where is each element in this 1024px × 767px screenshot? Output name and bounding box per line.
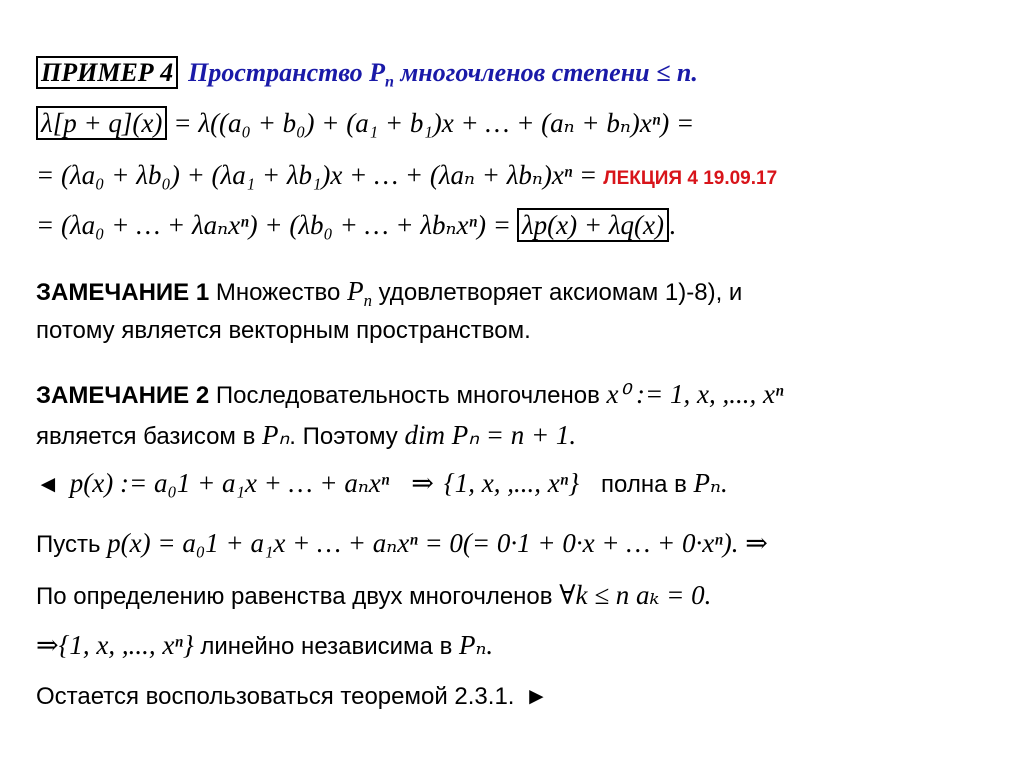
remark-2-sequence: x⁰ := 1, x, ,..., xⁿ — [606, 379, 784, 409]
remark-2-line-2 — [36, 422, 576, 449]
proof-end-marker: ► — [524, 683, 549, 710]
remark-2-line-2-var: Pₙ — [262, 420, 290, 450]
lecture-note: ЛЕКЦИЯ 4 19.09.17 — [603, 168, 778, 189]
proof-line-5 — [36, 685, 548, 709]
equation-line-2-text: = (λa₀ + λb₀) + (λa₁ + λb₁)x + … + (λaₙ + λbₙ)xⁿ = — [36, 160, 598, 190]
implies-symbol: ⇒ — [411, 468, 434, 498]
example-title: ПРИМЕР 4 — [36, 56, 178, 89]
remark-1-text-a: Множество — [209, 279, 348, 306]
remark-1-line-2-text: потому является векторным пространством. — [36, 317, 531, 344]
remark-1-label: ЗАМЕЧАНИЕ 1 — [36, 279, 210, 306]
equation-line-1-lhs: λ[p + q](x) — [36, 106, 167, 140]
proof-complete-var: Pₙ. — [693, 468, 728, 498]
equation-line-1-rhs: = λ((a₀ + b₀) + (a₁ + b₁)x + … + (aₙ + bₙ)xⁿ) = — [173, 108, 695, 138]
remark-2-text-a: Последовательность многочленов — [209, 382, 607, 409]
proof-let-equation: p(x) = a₀1 + a₁x + … + aₙxⁿ = 0(= 0·1 + 0·x + … + 0·xⁿ). ⇒ — [107, 528, 768, 558]
proof-let-text: Пусть — [36, 531, 108, 558]
proof-line-3 — [36, 582, 711, 609]
proof-definition-equation: ∀k ≤ n aₖ = 0. — [559, 580, 712, 610]
example-subtitle: Пространство $P_n$ многочленов степени ≤ n. — [188, 58, 698, 91]
proof-complete-text: полна в — [601, 471, 694, 498]
example-heading — [36, 58, 698, 91]
equation-line-3-box: λp(x) + λq(x) — [517, 208, 669, 242]
proof-p-definition: p(x) := a₀1 + a₁x + … + aₙxⁿ — [69, 468, 390, 498]
proof-set: {1, x, ,..., xⁿ} — [443, 468, 579, 498]
proof-independent-text: линейно независима в — [193, 633, 459, 660]
remark-2-label: ЗАМЕЧАНИЕ 2 — [36, 382, 210, 409]
proof-line-2 — [36, 530, 768, 557]
remark-1-var: $P_n$ — [347, 276, 372, 310]
remark-1-text-b: удовлетворяет аксиомам 1)-8), и — [371, 279, 743, 306]
remark-2-line-1 — [36, 381, 783, 408]
proof-independent-var: Pₙ. — [458, 630, 494, 660]
remark-1-line-1 — [36, 276, 743, 310]
remark-2-line-2-b: . Поэтому — [289, 423, 405, 450]
proof-line-1 — [36, 470, 728, 497]
proof-final-text: Остается воспользоваться теоремой 2.3.1. — [36, 683, 515, 710]
proof-definition-text: По определению равенства двух многочленов — [36, 583, 560, 610]
remark-2-dim: dim Pₙ = n + 1. — [404, 420, 577, 450]
equation-line-3-end: . — [668, 210, 676, 240]
proof-line-4 — [36, 632, 493, 659]
remark-1-line-2 — [36, 319, 531, 343]
equation-line-2 — [36, 162, 777, 189]
proof-start-marker: ◄ — [36, 471, 60, 498]
equation-line-3-lhs: = (λa₀ + … + λaₙxⁿ) + (λb₀ + … + λbₙxⁿ) = — [36, 210, 511, 240]
remark-2-line-2-a: является базисом в — [36, 423, 263, 450]
equation-line-1 — [36, 110, 694, 137]
proof-independent-set: ⇒{1, x, ,..., xⁿ} — [36, 630, 194, 660]
equation-line-3 — [36, 212, 676, 239]
